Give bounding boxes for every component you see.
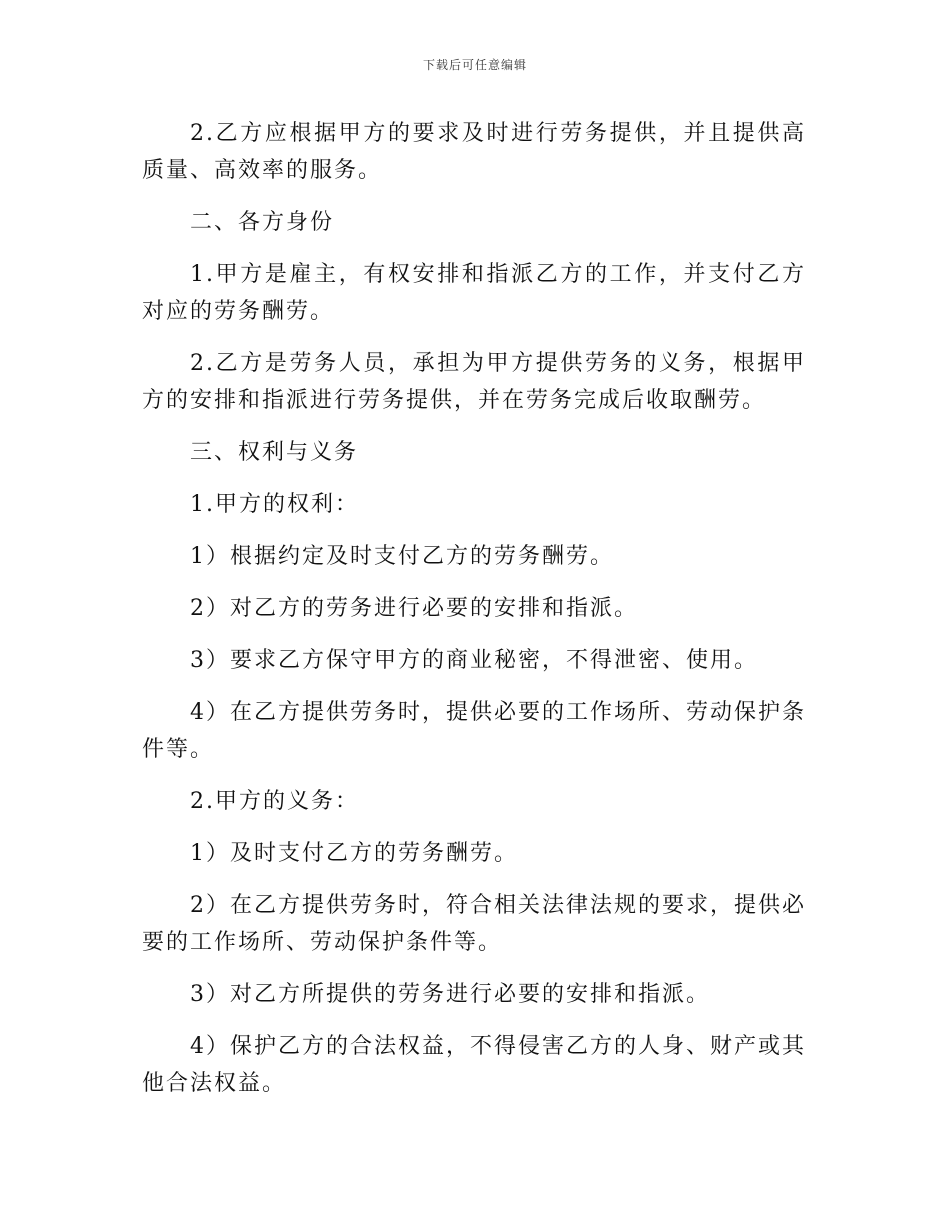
section-heading: 三、权利与义务	[190, 440, 359, 465]
paragraph: 2.乙方是劳务人员，承担为甲方提供劳务的义务，根据甲方的安排和指派进行劳务提供，并在劳务完成后收取酬劳。	[142, 351, 806, 413]
document-body	[142, 115, 806, 1102]
subsection-heading: 1.甲方的权利：	[190, 492, 359, 517]
list-item: 2）对乙方的劳务进行必要的安排和指派。	[190, 596, 638, 621]
list-item: 4）在乙方提供劳务时，提供必要的工作场所、劳动保护条件等。	[142, 700, 806, 762]
section-heading: 二、各方身份	[190, 210, 335, 235]
list-item: 4）保护乙方的合法权益，不得侵害乙方的人身、财产或其他合法权益。	[142, 1034, 806, 1096]
paragraph: 1.甲方是雇主，有权安排和指派乙方的工作，并支付乙方对应的劳务酬劳。	[142, 262, 806, 324]
list-item: 3）对乙方所提供的劳务进行必要的安排和指派。	[190, 982, 710, 1007]
list-item: 3）要求乙方保守甲方的商业秘密，不得泄密、使用。	[190, 648, 758, 673]
subsection-heading: 2.甲方的义务：	[190, 789, 359, 814]
page-header-note: 下载后可任意编辑	[422, 58, 527, 72]
paragraph: 2.乙方应根据甲方的要求及时进行劳务提供，并且提供高质量、高效率的服务。	[142, 121, 806, 183]
list-item: 1）根据约定及时支付乙方的劳务酬劳。	[190, 544, 614, 569]
list-item: 2）在乙方提供劳务时，符合相关法律法规的要求，提供必要的工作场所、劳动保护条件等。	[142, 893, 806, 955]
list-item: 1）及时支付乙方的劳务酬劳。	[190, 841, 518, 866]
